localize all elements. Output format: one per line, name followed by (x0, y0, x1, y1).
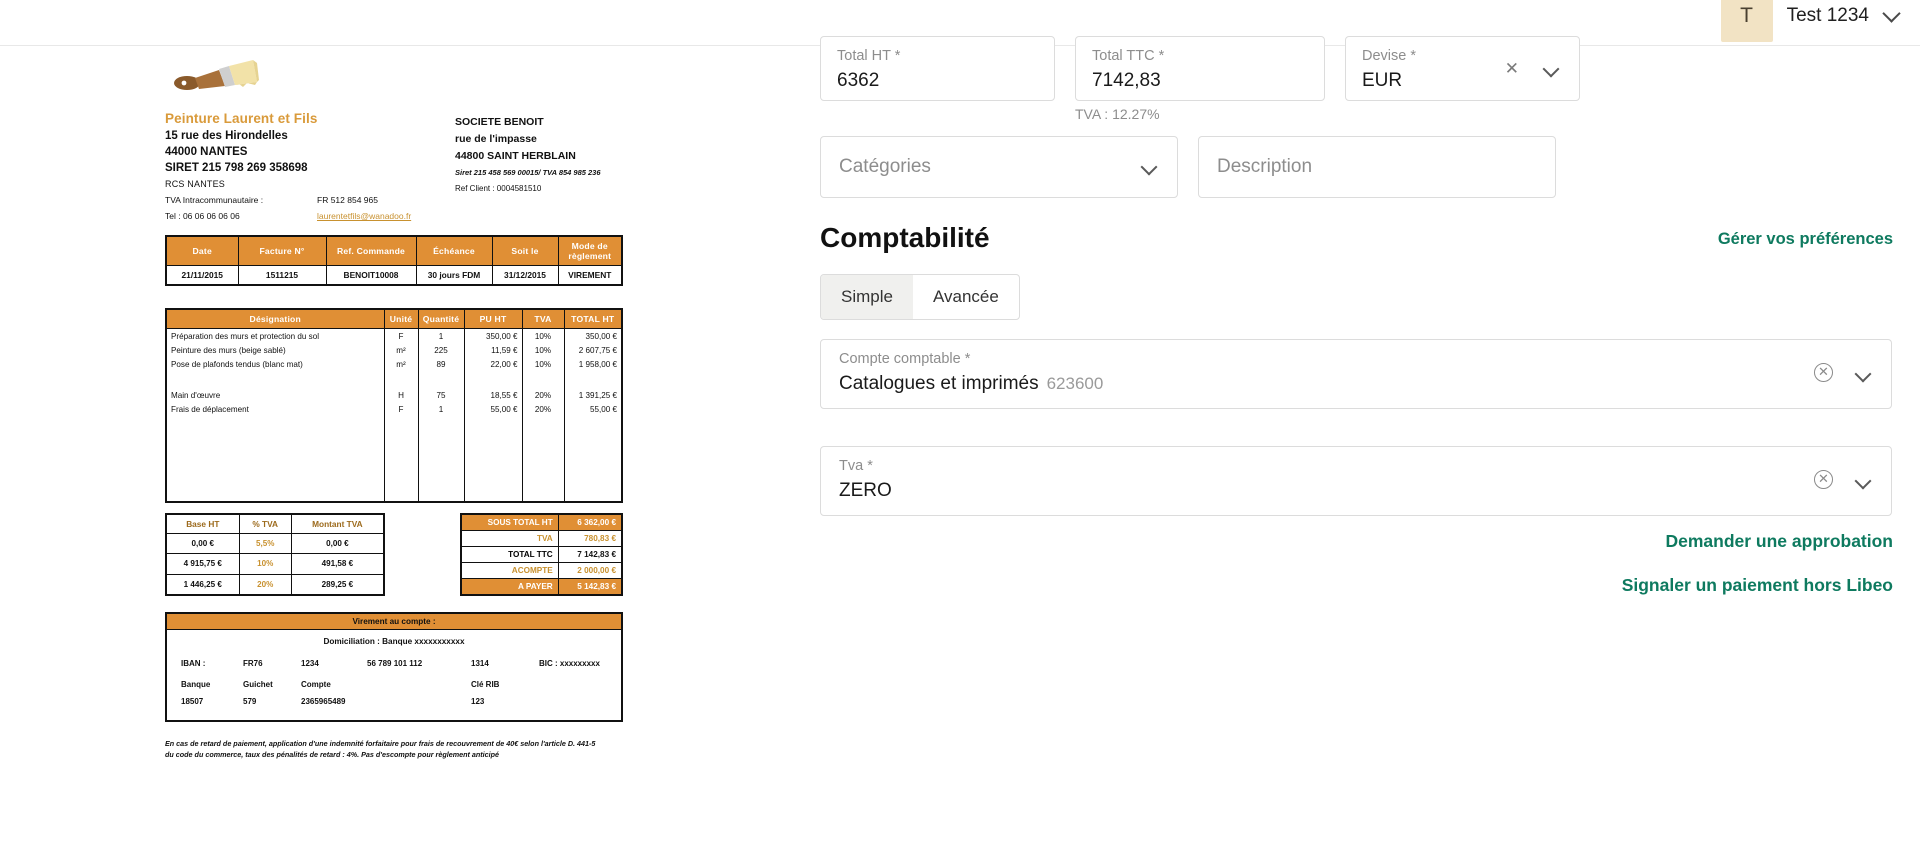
table-row (166, 534, 384, 554)
vat-base: 4 915,75 € (166, 554, 239, 574)
table-row (166, 329, 622, 344)
th-montant-tva: Montant TVA (291, 514, 384, 534)
vat-base: 0,00 € (166, 534, 239, 554)
item-tva: 20% (522, 388, 564, 402)
compte-comptable-field[interactable] (820, 339, 1892, 409)
client-address-block (455, 116, 685, 193)
invoice-totals-table (460, 513, 623, 596)
item-unite: H (384, 388, 418, 402)
item-quantite: 225 (418, 343, 464, 357)
table-header-row (166, 236, 622, 266)
item-pu: 18,55 € (464, 388, 522, 402)
description-placeholder: Description (1217, 156, 1313, 177)
vat-rate: 10% (239, 554, 291, 574)
tva-label: Tva * (839, 458, 873, 474)
item-pu: 11,59 € (464, 343, 522, 357)
company-rcs: RCS NANTES (165, 179, 226, 189)
invoice-items-table (165, 308, 623, 503)
tva-rate-note: TVA : 12.27% (1075, 106, 1160, 122)
compte-comptable-name: Catalogues et imprimés (839, 373, 1039, 394)
paintbrush-logo-icon (173, 58, 259, 100)
item-quantite: 1 (418, 402, 464, 416)
categories-placeholder: Catégories (839, 156, 931, 177)
total-ht-field[interactable] (820, 36, 1055, 101)
iban-label: IBAN : (181, 659, 206, 668)
total-value: 6 362,00 € (558, 514, 622, 531)
item-designation: Frais de déplacement (166, 402, 384, 416)
vat-rate: 5,5% (239, 534, 291, 554)
vat-base: 1 446,25 € (166, 574, 239, 595)
classification-row (820, 136, 1556, 198)
th-facture: Facture N° (238, 236, 326, 266)
categories-select[interactable] (820, 136, 1178, 198)
devise-value[interactable]: EUR (1362, 70, 1403, 91)
table-header-row (166, 309, 622, 329)
company-siret: SIRET 215 798 269 358698 (165, 162, 308, 174)
table-row (166, 388, 622, 402)
table-row (461, 563, 622, 579)
company-city: 44000 NANTES (165, 146, 248, 158)
th-echeance: Échéance (416, 236, 492, 266)
total-value: 7 142,83 € (558, 547, 622, 563)
bank-sub-label: Compte (301, 680, 331, 689)
th-total-ht: TOTAL HT (564, 309, 622, 329)
th-pu-ht: PU HT (464, 309, 522, 329)
devise-label: Devise * (1362, 48, 1416, 64)
invoice-header-table (165, 235, 623, 286)
bank-sub-label: Banque (181, 680, 211, 689)
iban-part-3: 56 789 101 112 (367, 659, 423, 668)
legal-footnote: En cas de retard de paiement, application d'une indemnité forfaitaire pour frais de recouvrement de 40€ selon l'article D. 441-5 du code du commerce, taux des pénalités de retard : 4%. Pas d'escompte pour règlement anticipé (165, 739, 596, 760)
bank-domiciliation: Domiciliation : Banque xxxxxxxxxxx (323, 637, 465, 646)
item-designation: Préparation des murs et protection du sol (166, 329, 384, 344)
item-designation: Peinture des murs (beige sablé) (166, 343, 384, 357)
iban-row (181, 655, 607, 672)
company-email[interactable]: laurentetfils@wanadoo.fr (317, 211, 412, 221)
accounting-mode-tabs (820, 274, 1020, 320)
table-header-row (166, 514, 384, 534)
table-spacer-row (166, 371, 622, 388)
th-mode-reglement: Mode de règlement (558, 236, 622, 266)
iban-part-4: 1314 (471, 659, 489, 668)
client-siret-tva: Siret 215 458 569 00015/ TVA 854 985 236 (455, 168, 601, 177)
item-total: 1 391,25 € (564, 388, 622, 402)
tab-avancee[interactable]: Avancée (932, 287, 999, 306)
tab-simple[interactable]: Simple (821, 275, 913, 319)
th-date: Date (166, 236, 238, 266)
table-fill-row (166, 416, 622, 502)
total-ttc-label: Total TTC * (1092, 48, 1165, 64)
compte-comptable-value[interactable] (839, 373, 1873, 395)
total-value: 5 142,83 € (558, 579, 622, 596)
bank-sub-labels-row (181, 672, 607, 693)
item-tva: 10% (522, 357, 564, 371)
bank-sub-values-row (181, 693, 607, 710)
total-ttc-field[interactable] (1075, 36, 1325, 101)
bank-sub-value: 2365965489 (301, 697, 346, 706)
bank-sub-value: 18507 (181, 697, 204, 706)
cell-date: 21/11/2015 (166, 266, 238, 286)
devise-field[interactable] (1345, 36, 1580, 101)
table-row (166, 402, 622, 416)
th-ref-commande: Ref. Commande (326, 236, 416, 266)
item-unite: F (384, 329, 418, 344)
user-name: Test 1234 (1786, 5, 1869, 26)
table-row (461, 579, 622, 596)
invoice-form-panel (790, 46, 1920, 865)
item-unite: m² (384, 357, 418, 371)
compte-comptable-code: 623600 (1046, 374, 1104, 393)
client-name: SOCIETE BENOIT (455, 116, 544, 128)
item-unite: m² (384, 343, 418, 357)
company-tva-label: TVA Intracommunautaire : (165, 195, 264, 205)
bank-sub-label: Guichet (243, 680, 273, 689)
item-tva: 20% (522, 402, 564, 416)
vat-rate: 20% (239, 574, 291, 595)
th-soit-le: Soit le (492, 236, 558, 266)
client-city: 44800 SAINT HERBLAIN (455, 150, 576, 162)
vat-breakdown-table (165, 513, 385, 596)
item-unite: F (384, 402, 418, 416)
bank-details-block (165, 612, 623, 722)
compte-comptable-label: Compte comptable * (839, 351, 971, 367)
tva-value[interactable]: ZERO (839, 480, 892, 501)
chevron-down-icon[interactable] (1882, 4, 1900, 22)
client-ref: Ref Client : 0004581510 (455, 184, 542, 193)
bank-sub-value: 123 (471, 697, 485, 706)
total-label: ACOMPTE (461, 563, 558, 579)
table-row (166, 266, 622, 286)
item-quantite: 75 (418, 388, 464, 402)
total-label: A PAYER (461, 579, 558, 596)
item-quantite: 89 (418, 357, 464, 371)
total-label: SOUS TOTAL HT (461, 514, 558, 531)
cell-soit-le: 31/12/2015 (492, 266, 558, 286)
cell-ref-commande: BENOIT10008 (326, 266, 416, 286)
company-tel: Tel : 06 06 06 06 06 (165, 211, 240, 221)
th-unite: Unité (384, 309, 418, 329)
vat-amount: 0,00 € (291, 534, 384, 554)
item-quantite: 1 (418, 329, 464, 344)
item-total: 350,00 € (564, 329, 622, 344)
table-row (166, 554, 384, 574)
cell-mode-reglement: VIREMENT (558, 266, 622, 286)
item-pu: 55,00 € (464, 402, 522, 416)
table-row (166, 357, 622, 371)
bank-sub-value: 579 (243, 697, 257, 706)
total-ht-label: Total HT * (837, 48, 901, 64)
item-total: 2 607,75 € (564, 343, 622, 357)
bank-title: Virement au compte : (167, 614, 621, 630)
invoice-document-preview (0, 46, 790, 865)
item-designation: Main d'œuvre (166, 388, 384, 402)
item-pu: 350,00 € (464, 329, 522, 344)
total-label: TOTAL TTC (461, 547, 558, 563)
table-row (461, 514, 622, 531)
item-pu: 22,00 € (464, 357, 522, 371)
client-address: rue de l'impasse (455, 133, 537, 145)
item-total: 55,00 € (564, 402, 622, 416)
table-row (461, 531, 622, 547)
company-name: Peinture Laurent et Fils (165, 111, 318, 126)
item-tva: 10% (522, 343, 564, 357)
bank-sub-label: Clé RIB (471, 680, 500, 689)
clear-circle-icon[interactable]: ✕ (1814, 470, 1833, 489)
avatar: T (1721, 0, 1773, 42)
table-row (166, 343, 622, 357)
item-total: 1 958,00 € (564, 357, 622, 371)
vat-amount: 289,25 € (291, 574, 384, 595)
cell-echeance: 30 jours FDM (416, 266, 492, 286)
chevron-down-icon[interactable] (1141, 159, 1158, 176)
cell-facture: 1511215 (238, 266, 326, 286)
manage-preferences-link[interactable]: Gérer vos préférences (1717, 230, 1893, 248)
company-contact-row (165, 211, 765, 221)
total-label: TVA (461, 531, 558, 547)
th-quantite: Quantité (418, 309, 464, 329)
company-tva-value: FR 512 854 965 (317, 195, 378, 205)
th-designation: Désignation (166, 309, 384, 329)
iban-part-1: FR76 (243, 659, 263, 668)
iban-part-2: 1234 (301, 659, 319, 668)
th-tva: TVA (522, 309, 564, 329)
company-address: 15 rue des Hirondelles (165, 130, 288, 142)
total-value: 2 000,00 € (558, 563, 622, 579)
request-approval-link[interactable]: Demander une approbation (1665, 531, 1893, 551)
th-base-ht: Base HT (166, 514, 239, 534)
th-pct-tva: % TVA (239, 514, 291, 534)
page-title: Comptabilité (820, 222, 990, 253)
item-tva: 10% (522, 329, 564, 344)
total-ttc-value[interactable]: 7142,83 (1092, 70, 1161, 91)
clear-circle-icon[interactable]: ✕ (1814, 363, 1833, 382)
item-designation: Pose de plafonds tendus (blanc mat) (166, 357, 384, 371)
report-payment-link[interactable]: Signaler un paiement hors Libeo (1621, 575, 1893, 595)
company-tva-row (165, 195, 765, 205)
invoice-summary-area (165, 513, 623, 596)
close-icon[interactable]: ✕ (1504, 59, 1519, 78)
tva-field[interactable] (820, 446, 1892, 516)
amount-fields-row (820, 36, 1580, 101)
vat-amount: 491,58 € (291, 554, 384, 574)
user-menu[interactable] (1721, 0, 1898, 42)
table-row (166, 574, 384, 595)
total-ht-value[interactable]: 6362 (837, 70, 880, 91)
total-value: 780,83 € (558, 531, 622, 547)
bic-value: BIC : xxxxxxxxx (539, 659, 600, 668)
table-row (461, 547, 622, 563)
description-input[interactable] (1198, 136, 1556, 198)
